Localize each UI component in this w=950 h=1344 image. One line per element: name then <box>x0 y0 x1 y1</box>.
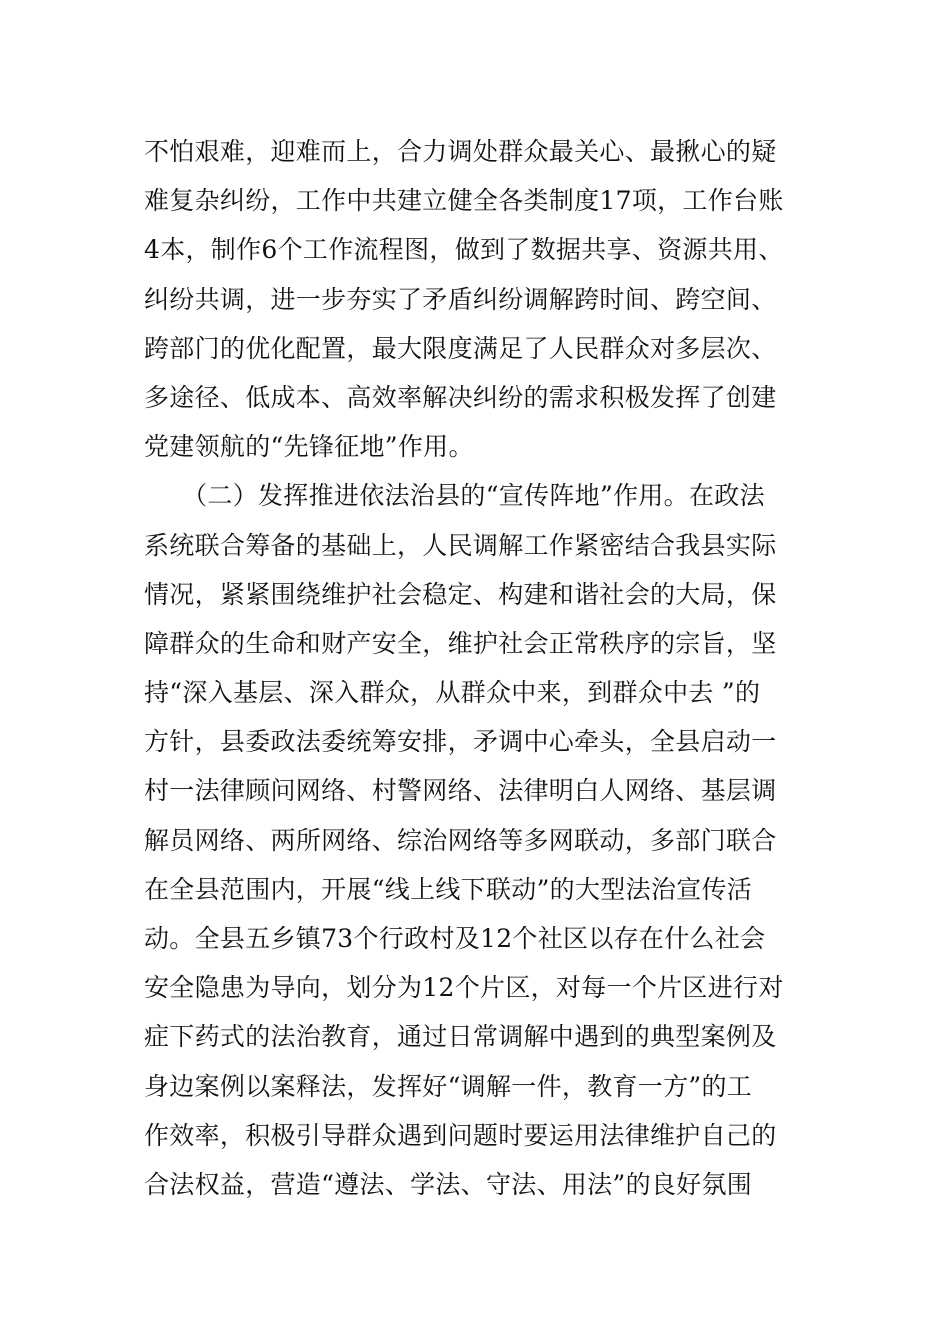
text-line: 作效率，积极引导群众遇到问题时要运用法律维护自己的 <box>144 1120 777 1150</box>
text-line: 在全县范围内，开展“线上线下联动”的大型法治宣传活 <box>144 874 753 904</box>
text-line: 身边案例以案释法，发挥好“调解一件，教育一方”的工 <box>144 1071 753 1101</box>
text-line: 持“深入基层、深入群众，从群众中来，到群众中去 ”的 <box>144 678 761 708</box>
text-line: 动。全县五乡镇73个行政村及12个社区以存在什么社会 <box>144 924 766 953</box>
text-line: 障群众的生命和财产安全，维护社会正常秩序的宗旨，坚 <box>144 628 777 658</box>
text-line: （二）发挥推进依法治县的“宣传阵地”作用。在政法 <box>144 481 765 511</box>
text-line: 村一法律顾问网络、村警网络、法律明白人网络、基层调 <box>144 776 777 806</box>
text-line: 4本，制作6个工作流程图，做到了数据共享、资源共用、 <box>144 235 784 265</box>
text-line: 症下药式的法治教育，通过日常调解中遇到的典型案例及 <box>144 1022 777 1052</box>
text-line: 纠纷共调，进一步夯实了矛盾纠纷调解跨时间、跨空间、 <box>144 284 777 314</box>
text-line: 多途径、低成本、高效率解决纠纷的需求积极发挥了创建 <box>144 382 777 412</box>
text-line: 系统联合筹备的基础上，人民调解工作紧密结合我县实际 <box>144 530 777 560</box>
text-line: 方针，县委政法委统筹安排，矛调中心牵头，全县启动一 <box>144 727 777 757</box>
text-line: 难复杂纠纷，工作中共建立健全各类制度17项，工作台账 <box>144 186 784 216</box>
text-line: 解员网络、两所网络、综治网络等多网联动，多部门联合 <box>144 825 777 855</box>
text-line: 安全隐患为导向，划分为12个片区，对每一个片区进行对 <box>144 973 784 1003</box>
text-line: 党建领航的“先锋征地”作用。 <box>144 432 474 462</box>
text-line: 不怕艰难，迎难而上，合力调处群众最关心、最揪心的疑 <box>144 137 777 166</box>
text-line: 合法权益，营造“遵法、学法、守法、用法”的良好氛围 <box>144 1169 753 1199</box>
text-line: 跨部门的优化配置，最大限度满足了人民群众对多层次、 <box>144 333 777 363</box>
body-text <box>144 127 824 1209</box>
text-line: 情况，紧紧围绕维护社会稳定、构建和谐社会的大局，保 <box>144 579 777 609</box>
